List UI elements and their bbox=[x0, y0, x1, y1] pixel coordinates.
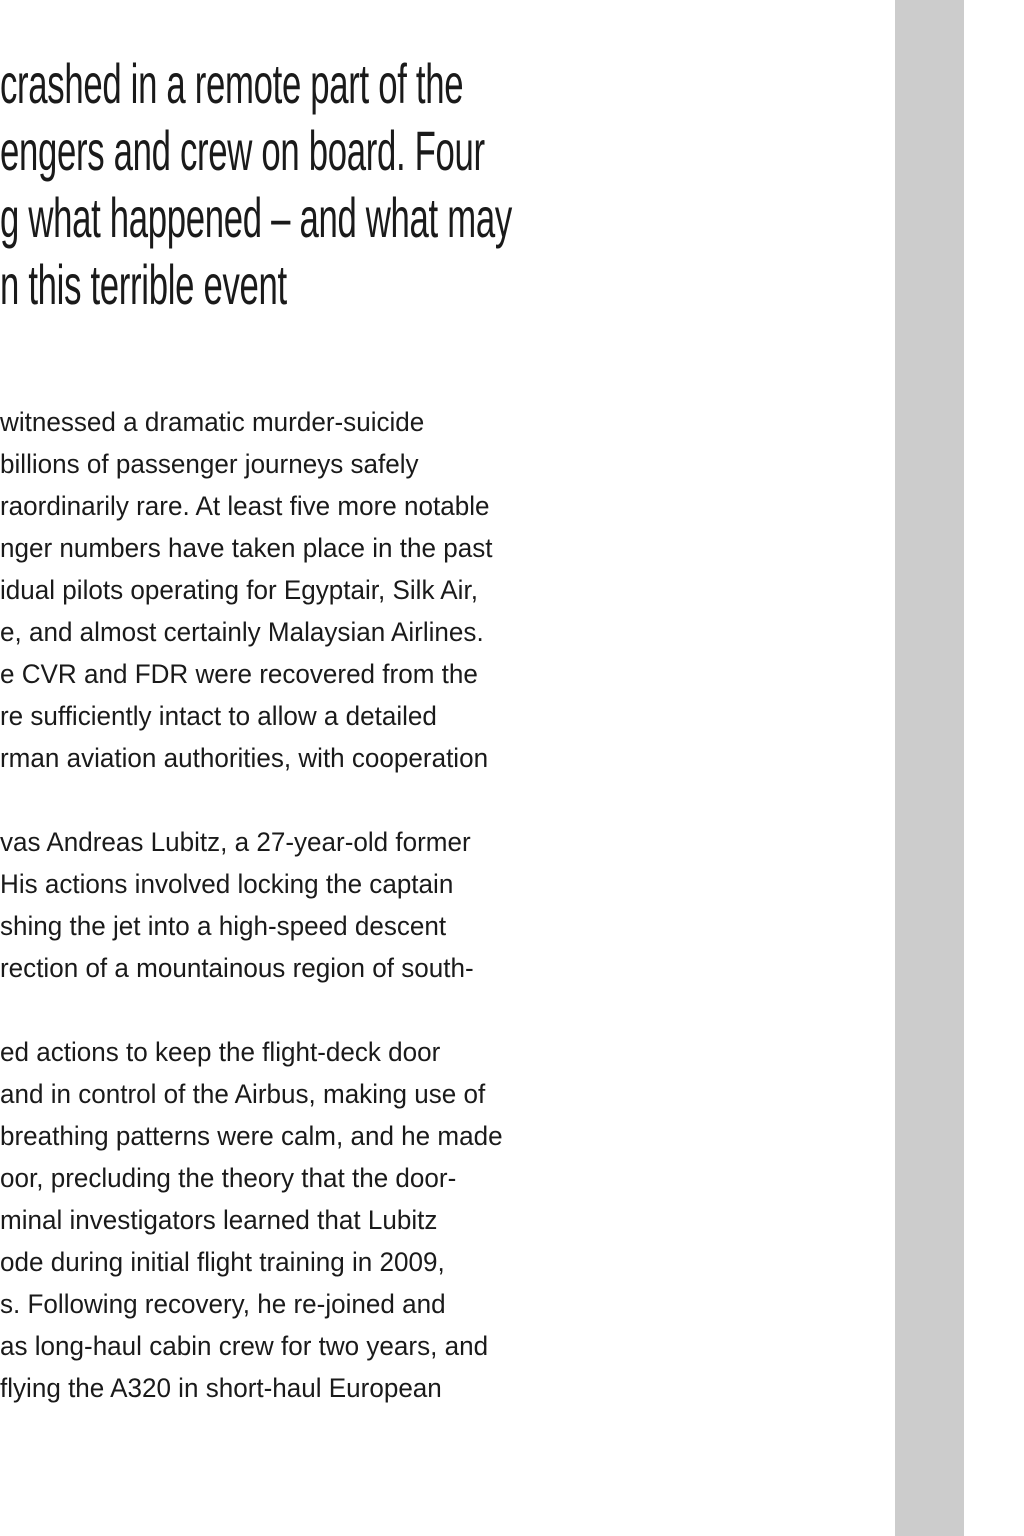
standfirst bbox=[0, 50, 600, 318]
body-line: raordinarily rare. At least five more notable bbox=[0, 491, 490, 521]
standfirst-line: engers and crew on board. Four bbox=[0, 119, 485, 182]
body-line: billions of passenger journeys safely bbox=[0, 449, 419, 479]
body-line: nger numbers have taken place in the past bbox=[0, 533, 493, 563]
body-line: vas Andreas Lubitz, a 27-year-old former bbox=[0, 827, 471, 857]
body-line: re sufficiently intact to allow a detailed bbox=[0, 701, 437, 731]
body-line: idual pilots operating for Egyptair, Silk Air, bbox=[0, 575, 478, 605]
body-line: as long-haul cabin crew for two years, and bbox=[0, 1331, 489, 1361]
body-line: oor, precluding the theory that the door- bbox=[0, 1163, 457, 1193]
body-line: ode during initial flight training in 2009, bbox=[0, 1247, 445, 1277]
body-line: s. Following recovery, he re-joined and bbox=[0, 1289, 446, 1319]
body-line: ed actions to keep the flight-deck door bbox=[0, 1037, 441, 1067]
body-line: e CVR and FDR were recovered from the bbox=[0, 659, 478, 689]
article-paragraph bbox=[0, 821, 600, 989]
article-body bbox=[0, 401, 600, 1451]
body-line: minal investigators learned that Lubitz bbox=[0, 1205, 438, 1235]
body-line: and in control of the Airbus, making use of bbox=[0, 1079, 486, 1109]
body-line: rman aviation authorities, with cooperation bbox=[0, 743, 489, 773]
body-line: e, and almost certainly Malaysian Airlines. bbox=[0, 617, 484, 647]
body-line: shing the jet into a high-speed descent bbox=[0, 911, 447, 941]
article-paragraph bbox=[0, 1031, 600, 1409]
standfirst-line: crashed in a remote part of the bbox=[0, 52, 464, 115]
standfirst-line: n this terrible event bbox=[0, 253, 287, 316]
body-line: breathing patterns were calm, and he made bbox=[0, 1121, 503, 1151]
standfirst-line: g what happened – and what may bbox=[0, 186, 512, 249]
article-paragraph bbox=[0, 401, 600, 779]
body-line: witnessed a dramatic murder-suicide bbox=[0, 407, 425, 437]
page-edge-strip bbox=[895, 0, 964, 1536]
body-line: rection of a mountainous region of south- bbox=[0, 953, 474, 983]
body-line: His actions involved locking the captain bbox=[0, 869, 454, 899]
body-line: flying the A320 in short-haul European bbox=[0, 1373, 442, 1403]
